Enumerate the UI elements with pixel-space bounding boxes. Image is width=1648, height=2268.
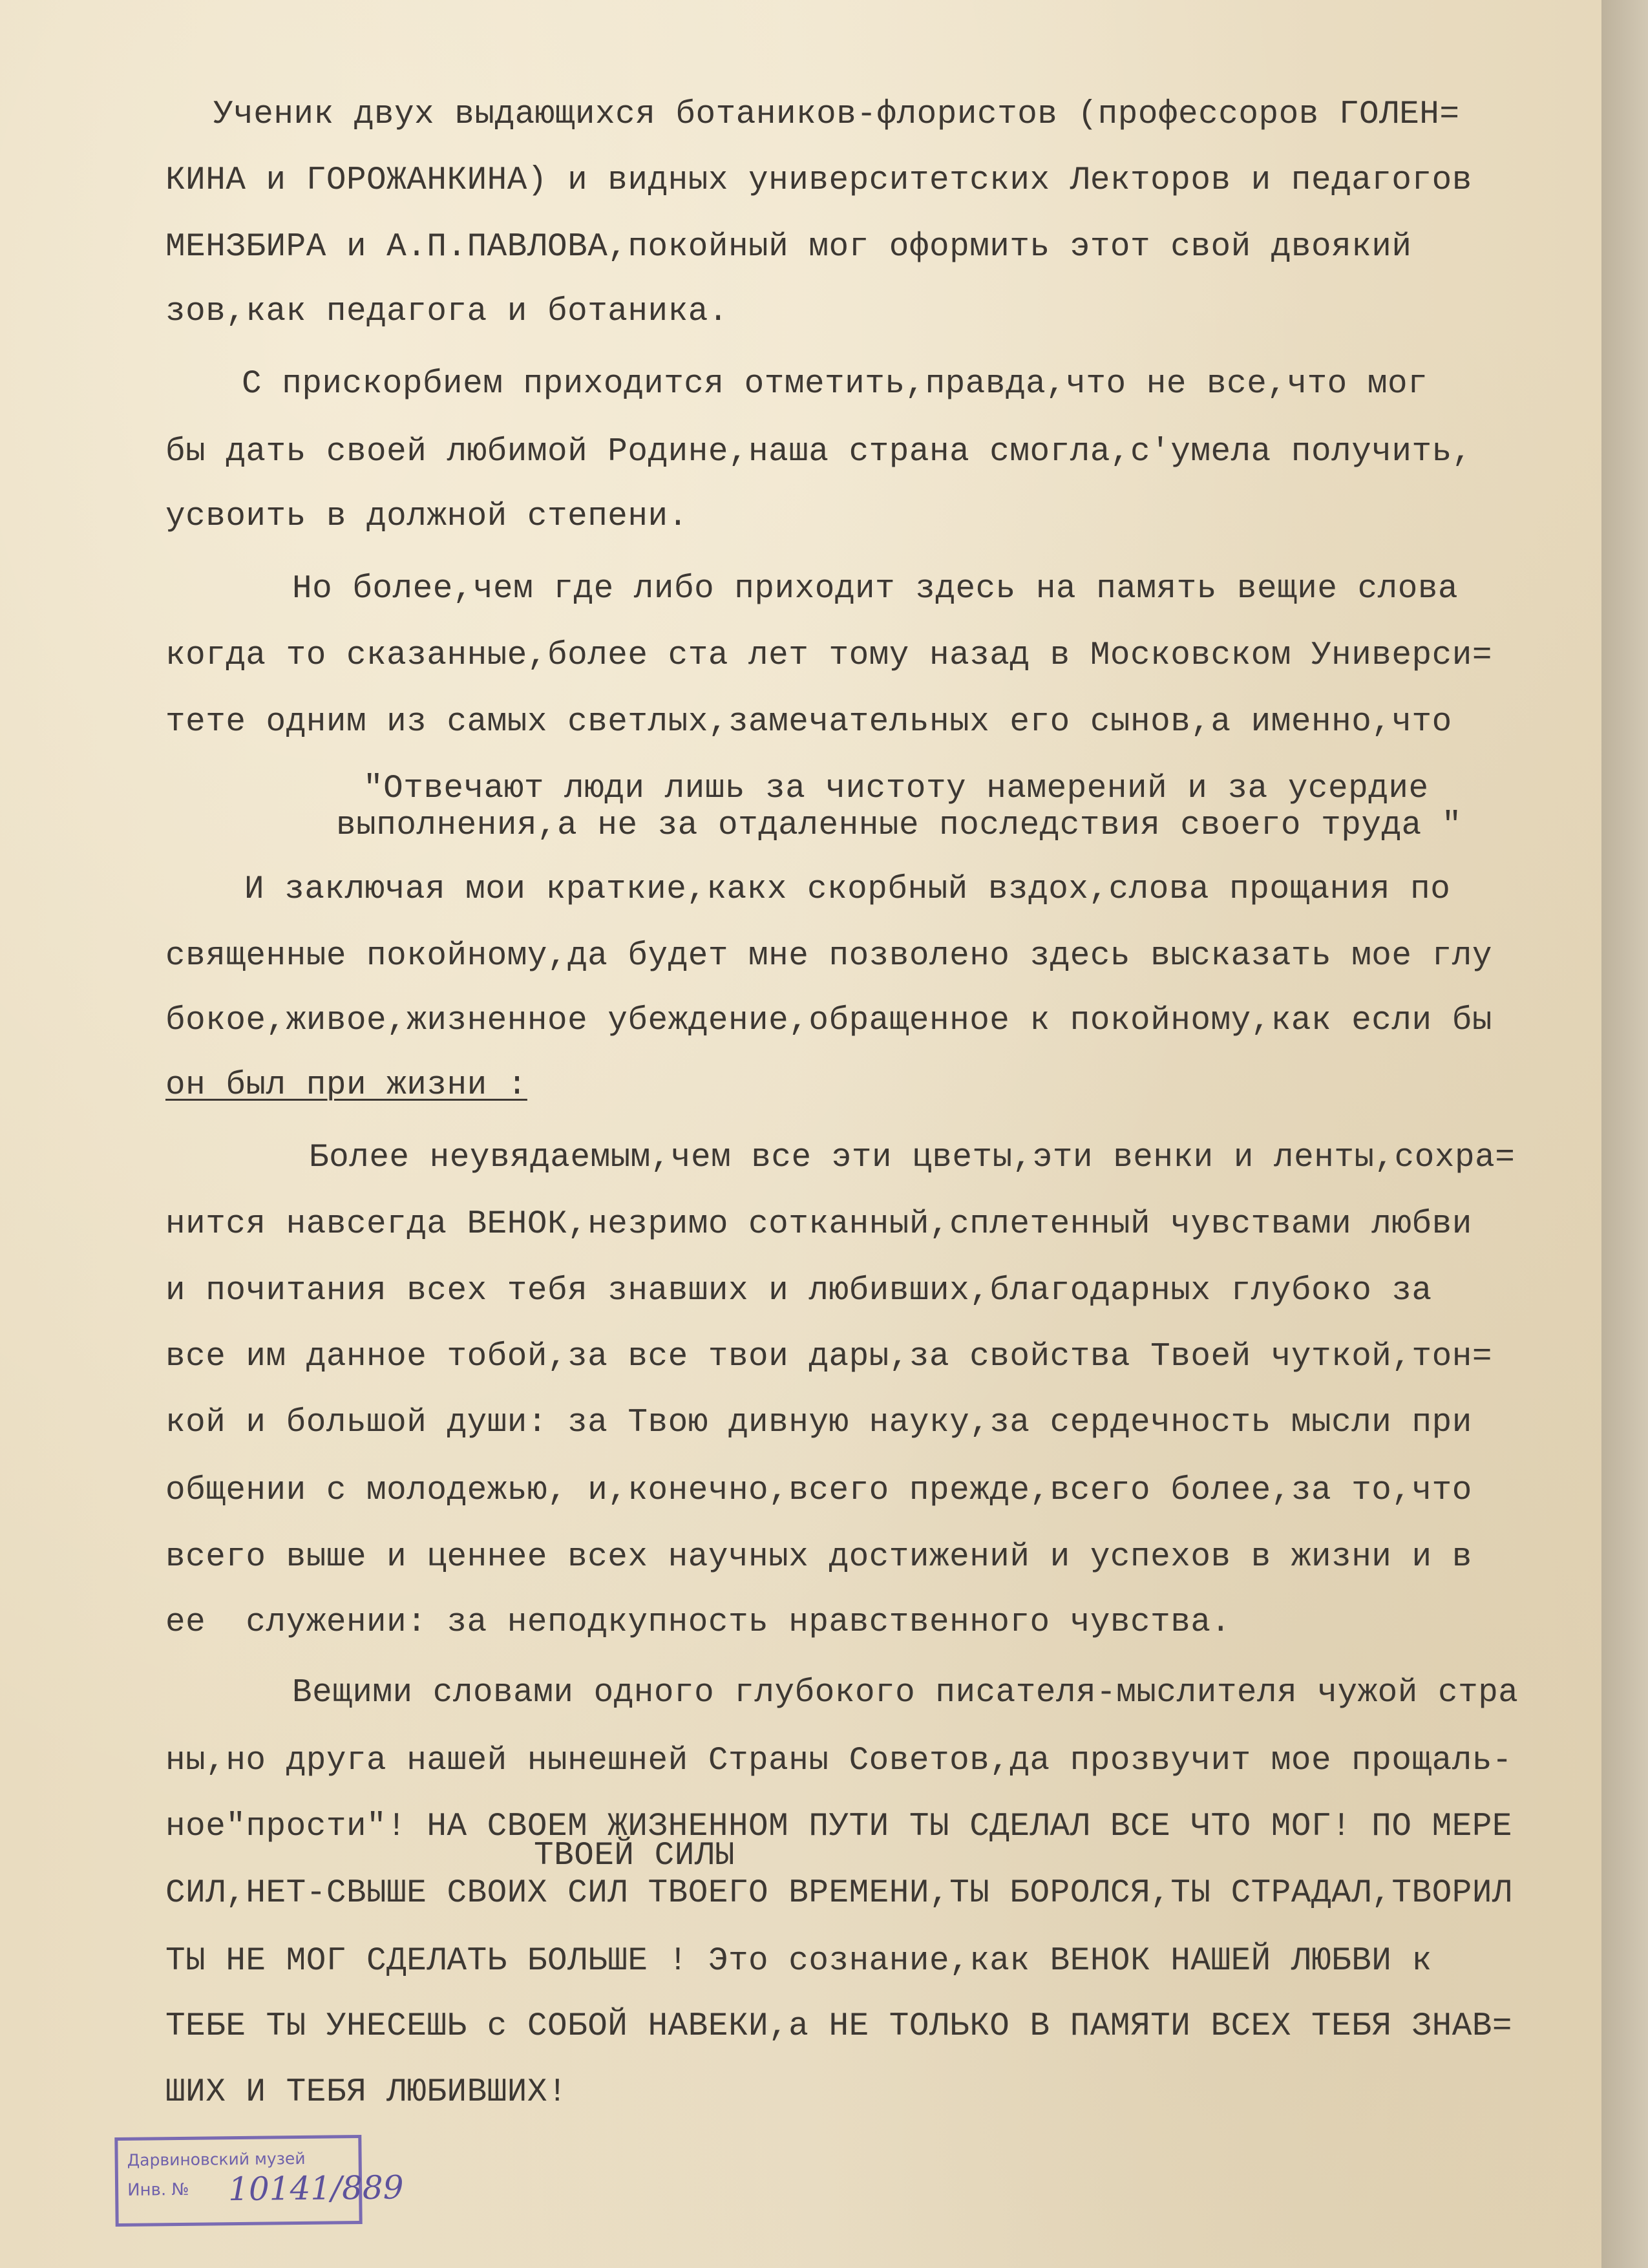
text-line: Более неувядаемым,чем все эти цветы,эти венки и ленты,сохра= <box>309 1139 1516 1176</box>
quote-line: выполнения,а не за отдаленные последствия своего труда " <box>336 807 1462 844</box>
stamp-museum-name: Дарвиновский музей <box>127 2148 306 2170</box>
text-line: ны,но друга нашей нынешней Страны Советов,да прозвучит мое прощаль- <box>165 1743 1513 1779</box>
underlined-text-line: он был при жизни : <box>165 1067 527 1104</box>
text-line: И заключая мои краткие,какх скорбный вздох,слова прощания по <box>244 871 1451 908</box>
text-line: усвоить в должной степени. <box>165 498 688 535</box>
text-line: Но более,чем где либо приходит здесь на память вещие слова <box>292 571 1459 608</box>
text-line: ное"прости"! НА СВОЕМ ЖИЗНЕННОМ ПУТИ ТЫ СДЕЛАЛ ВСЕ ЧТО МОГ! ПО МЕРЕ <box>165 1808 1513 1845</box>
text-line: когда то сказанные,более ста лет тому назад в Московском Универси= <box>165 637 1492 674</box>
museum-inventory-stamp <box>114 2135 404 2227</box>
inserted-text-line: ТВОЕЙ СИЛЫ <box>534 1838 735 1874</box>
quote-line: "Отвечают люди лишь за чистоту намерений и за усердие <box>363 770 1429 807</box>
text-line: КИНА и ГОРОЖАНКИНА) и видных университетских Лекторов и педагогов <box>165 162 1472 199</box>
text-line: Вещими словами одного глубокого писателя-мыслителя чужой стра <box>292 1675 1519 1712</box>
text-line: всего выше и ценнее всех научных достижений и успехов в жизни и в <box>165 1539 1472 1576</box>
text-line: СИЛ,НЕТ-СВЫШЕ СВОИХ СИЛ ТВОЕГО ВРЕМЕНИ,ТЫ БОРОЛСЯ,ТЫ СТРАДАЛ,ТВОРИЛ <box>165 1875 1513 1912</box>
text-line: зов,как педагога и ботаника. <box>165 293 728 330</box>
text-line: ее служении: за неподкупность нравственного чувства. <box>165 1604 1231 1641</box>
text-line: тете одним из самых светлых,замечательных его сынов,а именно,что <box>165 704 1452 741</box>
text-line: все им данное тобой,за все твои дары,за свойства Твоей чуткой,тон= <box>165 1339 1492 1375</box>
text-line: С прискорбием приходится отметить,правда,что не все,что мог <box>242 366 1428 403</box>
text-line: кой и большой души: за Твою дивную науку,за сердечность мысли при <box>165 1404 1472 1441</box>
text-line: ТЫ НЕ МОГ СДЕЛАТЬ БОЛЬШЕ ! Это сознание,как ВЕНОК НАШЕЙ ЛЮБВИ к <box>165 1943 1432 1980</box>
text-line: нится навсегда ВЕНОК,незримо сотканный,сплетенный чувствами любви <box>165 1206 1472 1243</box>
stamp-inventory-label: Инв. № <box>127 2179 189 2200</box>
text-line: общении с молодежью, и,конечно,всего прежде,всего более,за то,что <box>165 1472 1472 1509</box>
text-line: ШИХ И ТЕБЯ ЛЮБИВШИХ! <box>165 2074 568 2111</box>
text-line: бокое,живое,жизненное убеждение,обращенное к покойному,как если бы <box>165 1002 1492 1039</box>
text-line: священные покойному,да будет мне позволено здесь высказать мое глу <box>165 938 1492 975</box>
background-strip <box>1601 0 1648 2268</box>
text-line: ТЕБЕ ТЫ УНЕСЕШЬ с СОБОЙ НАВЕКИ,а НЕ ТОЛЬКО В ПАМЯТИ ВСЕХ ТЕБЯ ЗНАВ= <box>165 2008 1513 2045</box>
stamp-inventory-number: 10141/889 <box>227 2168 404 2209</box>
text-line: бы дать своей любимой Родине,наша страна смогла,с'умела получить, <box>165 434 1472 471</box>
text-line: МЕНЗБИРА и А.П.ПАВЛОВА,покойный мог оформить этот свой двоякий <box>165 229 1412 266</box>
text-line: Ученик двух выдающихся ботаников-флористов (профессоров ГОЛЕН= <box>213 96 1460 133</box>
text-line: и почитания всех тебя знавших и любивших,благодарных глубоко за <box>165 1273 1432 1309</box>
